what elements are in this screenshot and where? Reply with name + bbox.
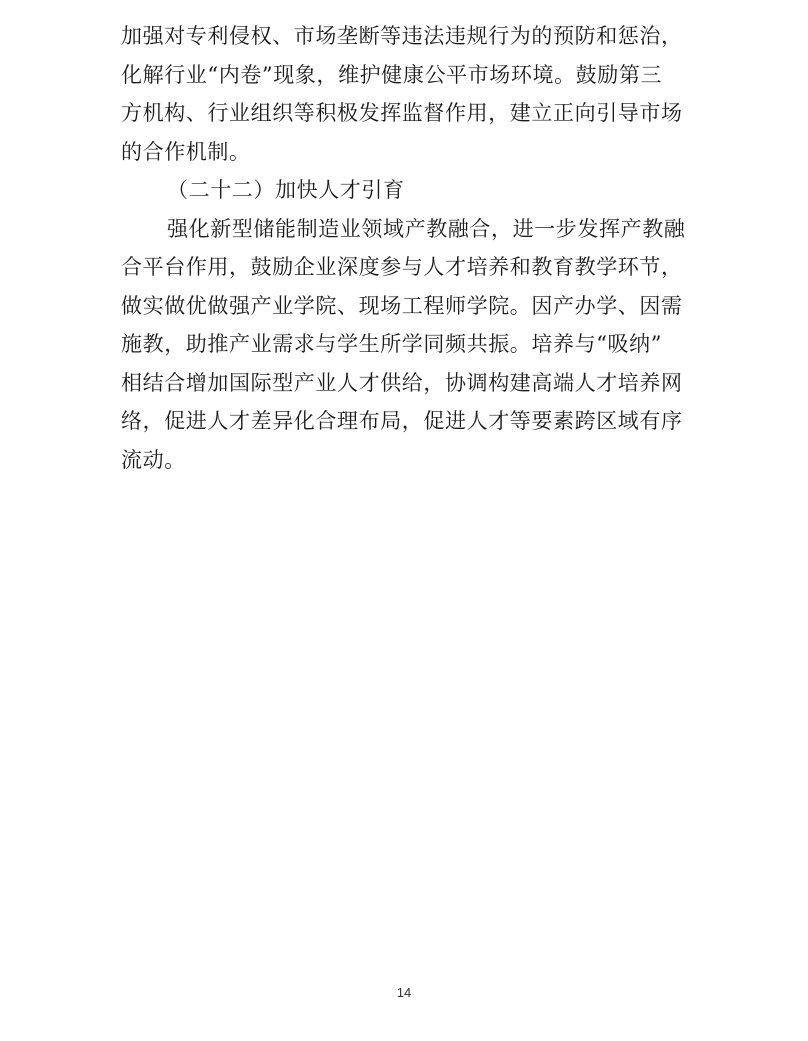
text-line: 化解行业“内卷”现象，维护健康公平市场环境。鼓励第三 — [121, 62, 663, 87]
text-line: 方机构、行业组织等积极发挥监督作用，建立正向引导市场 — [121, 101, 683, 125]
text-line: 相结合增加国际型产业人才供给，协调构建高端人才培养网 — [121, 370, 683, 395]
text-line: 施教，助推产业需求与学生所学同频共振。培养与“吸纳” — [121, 332, 663, 356]
body-text — [121, 17, 696, 479]
paragraph-market-supervision — [121, 17, 696, 171]
text-line: 流动。 — [121, 447, 186, 472]
text-line: 强化新型储能制造业领域产教融合，进一步发挥产教融 — [167, 216, 686, 241]
page-number: 14 — [396, 985, 412, 1000]
text-line: 加强对专利侵权、市场垄断等违法违规行为的预防和惩治， — [121, 24, 683, 48]
text-line: 络，促进人才差异化合理布局，促进人才等要素跨区域有序 — [121, 409, 683, 433]
paragraph-talent-cultivation — [121, 210, 696, 480]
section-heading: （二十二）加快人才引育 — [167, 178, 405, 202]
text-line: 做实做优做强产业学院、现场工程师学院。因产办学、因需 — [121, 293, 683, 318]
text-line: 合平台作用，鼓励企业深度参与人才培养和教育教学环节， — [121, 255, 683, 279]
text-line: 的合作机制。 — [121, 139, 251, 164]
